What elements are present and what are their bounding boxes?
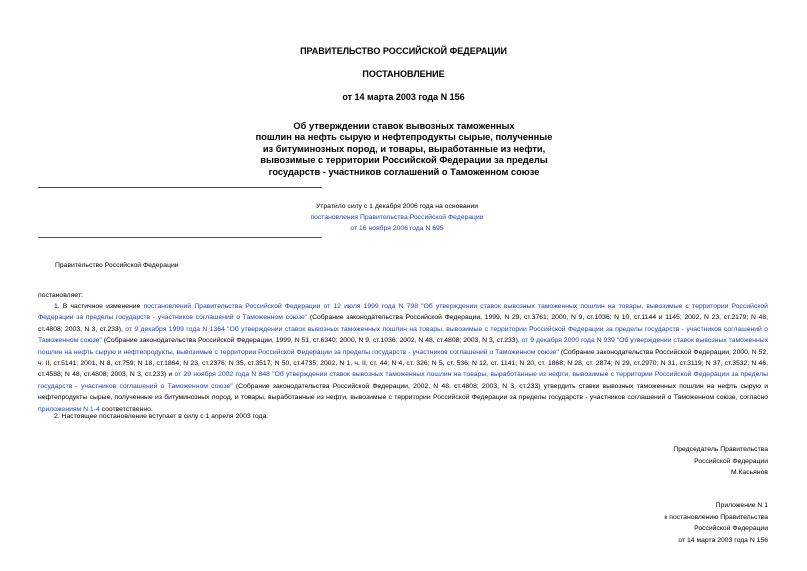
title-line: вывозимые с территории Российской Федерации за пределы: [260, 155, 548, 166]
paragraph-text: (Собрание законодательства Российской Федерации, 1999, N 29, ст.3761; 2000, N 9, ст.1036; N 10, ст.1144 и 1145; 2002, N 23, ст.2179; N 48, ст.4808; 2003, N 3, ст.233),: [38, 314, 768, 333]
issuer-text: Правительство Российской Федерации: [55, 262, 179, 269]
decrees-text: постановляет:: [38, 292, 83, 299]
appendix-ref: к постановлению Правительства: [664, 513, 768, 521]
paragraph-text: 1. В частичное изменение: [54, 303, 144, 310]
paragraph-1: [38, 301, 768, 415]
appendix-date: от 14 марта 2003 года N 156: [678, 536, 768, 544]
government-heading: ПРАВИТЕЛЬСТВО РОССИЙСКОЙ ФЕДЕРАЦИИ: [300, 46, 507, 56]
paragraph-2: 2. Настоящее постановление вступает в силу с 1 апреля 2003 года.: [54, 413, 269, 420]
signature-name: М.Касьянов: [730, 469, 768, 477]
document-title: [220, 121, 588, 178]
appendix-number: Приложение N 1: [715, 502, 768, 509]
paragraph-text: (Собрание законодательства Российской Федерации, 1999, N 51, ст.6340; 2000, N 9, ст.1036; 2002, N 48, ст.4808; 2003, N 3, ст.233),: [101, 337, 522, 345]
document-date-number: от 14 марта 2003 года N 156: [342, 92, 465, 102]
title-line: Об утверждении ставок вывозных таможенных: [293, 121, 515, 131]
divider-bottom: [38, 237, 322, 238]
lost-force-note: [260, 201, 534, 234]
appendices-link[interactable]: приложениям N 1-4: [38, 405, 100, 413]
decree-798-link[interactable]: постановлений Правительства Российской Федерации от 12 июля 1999 года N 798 "Об утверждении ставок вывозных таможенных пошлин на товары, вывозимые с территории Российской Федерации за пределы государств - участников соглашений о Таможенном союзе": [38, 303, 768, 322]
paragraph-text: соответственно.: [99, 405, 153, 413]
signature-org: Российской Федерации: [694, 457, 768, 465]
signature-position: Председатель Правительства: [673, 446, 768, 453]
paragraph-text: (Собрание законодательства Российской Федерации, 2000, N 52, ч. II, ст.5141; 2001, N 8, ст.759; N 18, ст.1864; N 23, ст.2376; N 35, ст.3517; N 50, ст.4735; 2002, N 1, ч. II, ст. 44; N 4, ст. 326; N 5, ст. 536; N 12, ст. 1141; N 20, ст. 1868; N 28, ст. 2874; N 29, ст.2970; N 31, ст.3119; N 37, ст.3532; N 46, ст.4588; N 48, ст.4808; 2003, N 3, ст.233) и: [38, 348, 768, 379]
title-line: государств - участников соглашений о Таможенном союзе: [268, 166, 540, 177]
appendix-header: [548, 500, 768, 546]
lost-force-link-line2[interactable]: от 16 ноября 2006 года N 695: [350, 225, 444, 232]
paragraph-text: (Собрание законодательства Российской Федерации, 2002, N 48, ст.4808; 2003, N 3, ст.233) утвердить ставки вывозных таможенных пошлин на нефть сырую и нефтепродукты сырые, полученные из битуминозных пород, и товары, выработанные из нефти, вывозимые с территории Российской Федерации за пределы государств - участников соглашений о Таможенном союзе, согласно: [38, 382, 768, 402]
decree-939-link[interactable]: от 9 декабря 2000 года N 939 "Об утверждении ставок вывозных таможенных пошлин на нефть сырую и нефтепродукты, вывозимые с территории Российской Федерации за пределы государств - участников соглашений о Таможенном союзе": [38, 337, 768, 356]
signature-block: [548, 444, 768, 479]
lost-force-link-line1[interactable]: постановления Правительства Российской Федерации: [310, 214, 484, 221]
lost-force-text: Утратило силу с 1 декабря 2006 года на основании: [315, 203, 479, 210]
document-type-heading: ПОСТАНОВЛЕНИЕ: [362, 69, 445, 79]
title-line: пошлин на нефть сырую и нефтепродукты сырые, полученные: [255, 132, 553, 143]
divider-top: [38, 187, 322, 188]
decree-1364-link[interactable]: от 9 декабря 1999 года N 1364 "Об утверждении ставок вывозных таможенных пошлин на товары, вывозимые с территории Российской Федерации за пределы государств - участников соглашений о Таможенном союзе": [38, 325, 768, 345]
appendix-org: Российской Федерации: [694, 525, 768, 533]
title-line: из битуминозных пород, и товары, выработанные из нефти,: [262, 143, 546, 154]
decree-848-link[interactable]: от 29 ноября 2002 года N 848 "Об утверждении ставок вывозных таможенных пошлин на товары, выработанные из нефти, вывозимые с территории Российской Федерации за пределы государств - участников соглашений о Таможенном союзе": [38, 371, 768, 390]
